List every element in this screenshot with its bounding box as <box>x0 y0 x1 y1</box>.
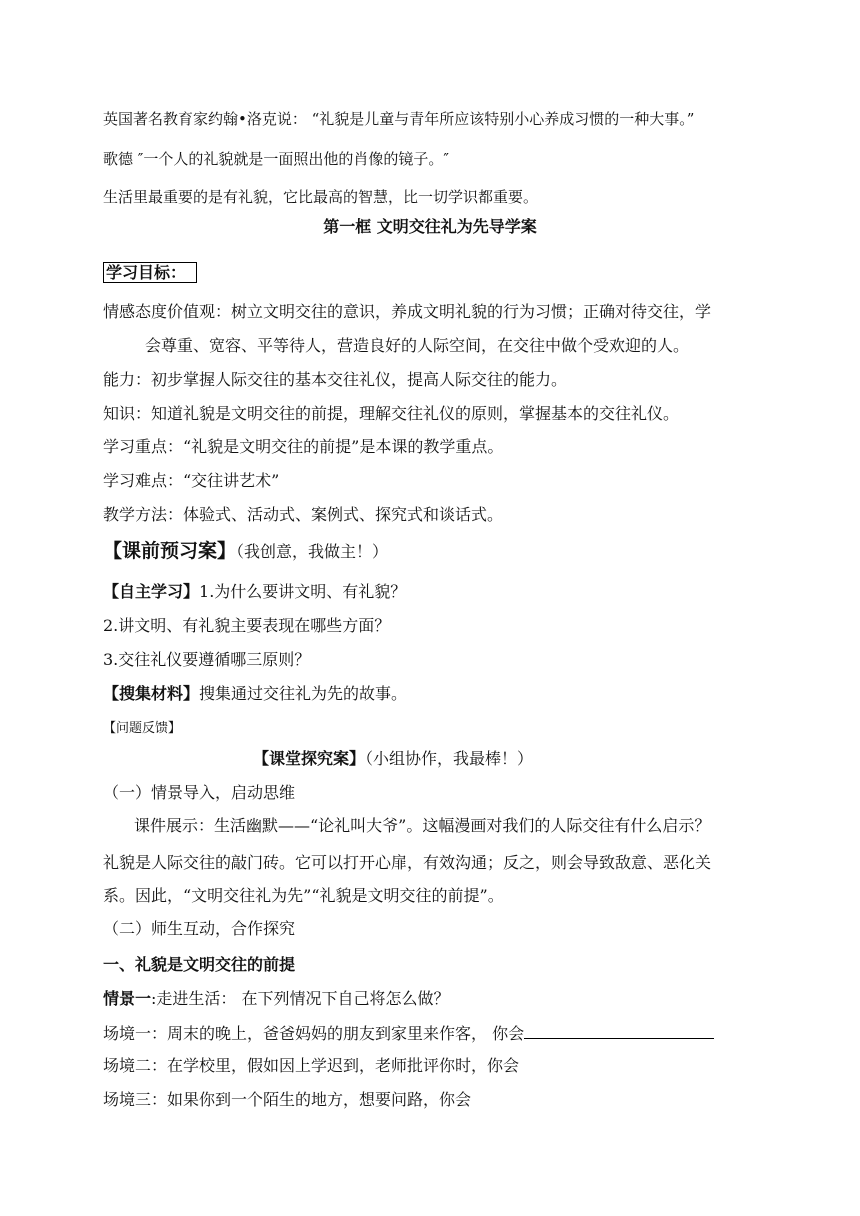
classroom-heading-row <box>253 748 533 770</box>
objective-values-cont: 会尊重、宽容、平等待人，营造良好的人际空间，在交往中做个受欢迎的人。 <box>145 336 690 355</box>
courseware-line: 课件展示：生活幽默——“论礼叫大爷”。这幅漫画对我们的人际交往有什么启示？ <box>134 816 711 835</box>
preview-heading-row <box>103 540 388 563</box>
case-1-text: 场境一：周末的晚上，爸爸妈妈的朋友到家里来作客， 你会 <box>103 1024 525 1043</box>
collect-tag: 【搜集材料】 <box>103 684 200 703</box>
page-title: 第一框 文明交往礼为先导学案 <box>323 217 537 236</box>
scene-row <box>103 988 450 1010</box>
quote-locke: 英国著名教育家约翰•洛克说： “礼貌是儿童与青年所应该特别小心养成习惯的一种大事。” <box>103 110 695 128</box>
objective-knowledge: 知识：知道礼貌是文明交往的前提，理解交往礼仪的原则，掌握基本的交往礼仪。 <box>103 404 680 423</box>
scene-text: :走进生活： 在下列情况下自己将怎么做？ <box>151 989 450 1008</box>
self-study-row <box>103 581 406 603</box>
question-1: 1.为什么要讲文明、有礼貌？ <box>199 582 407 601</box>
objective-difficulty: 学习难点：“交往讲艺术” <box>103 471 280 490</box>
collect-text: 搜集通过交往礼为先的故事。 <box>199 684 408 703</box>
preview-subtitle: （我创意，我做主！） <box>236 542 389 561</box>
part-1-heading: （一）情景导入，启动思维 <box>103 783 296 802</box>
intro-paragraph-1: 礼貌是人际交往的敲门砖。它可以打开心扉，有效沟通；反之，则会导致敌意、恶化关 <box>103 853 712 872</box>
question-3: 3.交往礼仪要遵循哪三原则？ <box>103 650 311 669</box>
section-1-heading: 一、礼貌是文明交往的前提 <box>103 955 296 974</box>
feedback-tag: 【问题反馈】 <box>103 721 182 736</box>
objectives-heading-row <box>103 262 197 284</box>
self-study-tag: 【自主学习】 <box>103 582 200 601</box>
objective-ability: 能力：初步掌握人际交往的基本交往礼仪，提高人际交往的能力。 <box>103 370 568 389</box>
quote-goethe: 歌德 ″一个人的礼貌就是一面照出他的肖像的镜子。″ <box>103 150 449 168</box>
case-2: 场境二：在学校里，假如因上学迟到，老师批评你时，你会 <box>103 1056 520 1075</box>
question-2: 2.讲文明、有礼貌主要表现在哪些方面？ <box>103 616 391 635</box>
collect-row <box>103 683 407 705</box>
scene-label: 情景一 <box>103 989 152 1008</box>
objective-method: 教学方法：体验式、活动式、案例式、探究式和谈话式。 <box>103 505 504 524</box>
objective-values: 情感态度价值观：树立文明交往的意识，养成文明礼貌的行为习惯；正确对待交往，学 <box>103 302 712 321</box>
preview-heading: 【课前预习案】 <box>103 540 237 562</box>
answer-blank-1[interactable] <box>524 1022 714 1039</box>
objectives-heading: 学习目标： <box>103 262 197 283</box>
classroom-subtitle: （小组协作，我最棒！） <box>365 749 534 768</box>
quote-life: 生活里最重要的是有礼貌，它比最高的智慧，比一切学识都重要。 <box>103 188 539 206</box>
case-1-row <box>103 1022 714 1045</box>
part-2-heading: （二）师生互动，合作探究 <box>103 919 296 938</box>
intro-paragraph-2: 系。因此，“文明交往礼为先”“礼貌是文明交往的前提”。 <box>103 886 504 905</box>
objective-key-point: 学习重点：“礼貌是文明交往的前提”是本课的教学重点。 <box>103 437 504 456</box>
case-3: 场境三：如果你到一个陌生的地方，想要问路，你会 <box>103 1090 472 1109</box>
classroom-heading: 【课堂探究案】 <box>253 749 366 768</box>
